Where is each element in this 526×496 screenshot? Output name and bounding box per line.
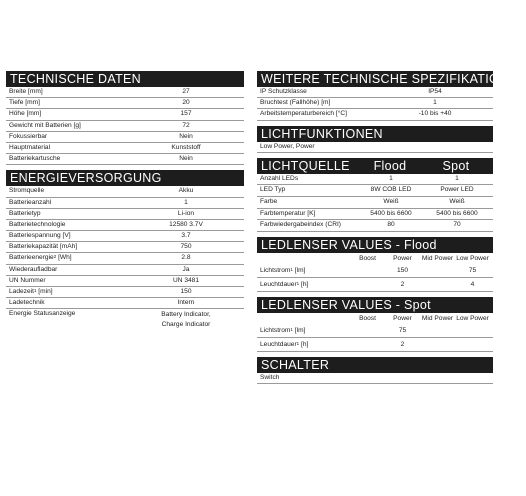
- row-label: Breite [mm]: [9, 88, 43, 95]
- row-value: -10 bis +40: [418, 110, 452, 118]
- mid-power-value: [420, 278, 455, 291]
- row-value: 1: [433, 99, 437, 107]
- row-value: UN 3481: [172, 276, 200, 284]
- row-value: Li-ion: [177, 209, 195, 217]
- low-power-value: 4: [470, 280, 475, 288]
- row-label: Ladetechnik: [9, 299, 45, 307]
- row-value: Nein: [179, 155, 193, 163]
- row-label: [260, 338, 350, 351]
- label-text: Ladezeit: [9, 288, 34, 295]
- section-values-spot: [257, 297, 493, 352]
- boost-value: [350, 338, 385, 351]
- flood-value: Weiß: [383, 197, 399, 205]
- section-header: [257, 357, 493, 373]
- column-header-low-power: Low Power: [456, 314, 489, 322]
- footnote-marker: 1: [290, 326, 293, 332]
- footnote-marker: 1: [290, 266, 293, 272]
- table-row: [6, 265, 244, 276]
- label-unit: [lm]: [292, 326, 306, 334]
- label-text: Leuchtdauer: [260, 340, 297, 348]
- row-value: 2.8: [181, 254, 191, 262]
- table-row: [6, 253, 244, 264]
- low-power-value: 75: [468, 266, 477, 274]
- table-row: [257, 324, 493, 338]
- row-label: [9, 287, 131, 297]
- boost-value: [350, 264, 385, 277]
- flood-value: 8W COB LED: [370, 186, 412, 194]
- mid-power-value: [420, 264, 455, 277]
- column-header-boost: Boost: [359, 254, 376, 262]
- section-technische-daten: [6, 71, 244, 165]
- spot-value: 5400 bis 6600: [436, 209, 478, 217]
- row-label: Batterieanzahl: [9, 198, 52, 206]
- table-row: [6, 198, 244, 209]
- row-label: [260, 278, 350, 291]
- section-header: [257, 71, 526, 87]
- table-row: [257, 98, 493, 109]
- table-row: [257, 264, 493, 278]
- power-value: 150: [396, 266, 408, 274]
- section-title: TECHNISCHE DATEN: [10, 72, 141, 86]
- section-header: [257, 237, 493, 253]
- table-row: [257, 185, 493, 197]
- section-header: [257, 297, 493, 313]
- section-weitere-spezifikationen: [257, 71, 526, 121]
- flood-value: 80: [387, 221, 395, 229]
- flood-value: 1: [389, 174, 393, 182]
- spot-value: Weiß: [449, 197, 465, 205]
- row-value: Intern: [177, 299, 195, 307]
- table-row: [6, 242, 244, 253]
- row-label: Bruchtest (Fallhöhe) [m]: [260, 99, 331, 107]
- table-row: [6, 209, 244, 220]
- section-header: [6, 71, 244, 87]
- row-label: Batteriekartusche: [9, 155, 61, 163]
- label-unit: [lm]: [292, 266, 306, 274]
- left-column: [6, 71, 244, 335]
- row-label: UN Nummer: [9, 276, 46, 284]
- section-energieversorgung: [6, 170, 244, 330]
- table-row: [257, 220, 493, 232]
- row-value: 150: [180, 288, 192, 295]
- row-label: IP Schutzklasse: [260, 88, 307, 95]
- table-row: [257, 197, 493, 209]
- section-header: [6, 170, 244, 186]
- table-row: [6, 132, 244, 143]
- row-value: 750: [180, 243, 192, 251]
- table-row: [6, 309, 244, 330]
- footnote-marker: 1: [296, 280, 300, 286]
- section-schalter: [257, 357, 493, 384]
- low-power-value: [455, 324, 490, 337]
- row-value: 3.7: [181, 232, 191, 240]
- table-row: [257, 278, 493, 292]
- label-unit: [h]: [299, 280, 309, 288]
- row-value: 20: [182, 99, 190, 107]
- row-label: Arbeitstemperaturbereich [°C]: [260, 110, 347, 118]
- boost-value: [350, 278, 385, 291]
- column-header-mid-power: Mid Power: [421, 314, 454, 322]
- row-value: 157: [180, 110, 192, 118]
- section-title: WEITERE TECHNISCHE SPEZIFIKATIONEN: [261, 72, 526, 86]
- row-label: Batterietyp: [9, 209, 41, 217]
- column-header-power: Power: [393, 254, 412, 262]
- value-line: Charge Indicator: [161, 321, 211, 329]
- row-label: Farbtemperatur [K]: [260, 209, 316, 217]
- table-row: [6, 154, 244, 165]
- row-label: Energie Statusanzeige: [9, 310, 76, 318]
- label-text: Leuchtdauer: [260, 280, 297, 288]
- section-title: LEDLENSER VALUES - Flood: [261, 237, 437, 252]
- table-row: [6, 186, 244, 197]
- row-label: Gewicht mit Batterien [g]: [9, 121, 81, 129]
- mid-power-value: [420, 324, 455, 337]
- row-label: Tiefe [mm]: [9, 99, 40, 107]
- table-row: [6, 298, 244, 309]
- column-header-row: [257, 313, 493, 324]
- table-row: [6, 287, 244, 298]
- row-value: 12580 3.7V: [169, 220, 203, 228]
- column-header-power: Power: [393, 314, 412, 322]
- column-header-boost: Boost: [359, 314, 376, 322]
- row-value: Akku: [178, 187, 194, 195]
- table-row: [6, 220, 244, 231]
- column-header-low-power: Low Power: [456, 254, 489, 262]
- table-row: [6, 98, 244, 109]
- section-lichtquelle: [257, 158, 493, 232]
- label-text: Lichtstrom: [260, 326, 291, 334]
- section-title: LICHTQUELLE: [261, 158, 350, 173]
- row-label: Wiederaufladbar: [9, 265, 58, 273]
- column-header-mid-power: Mid Power: [421, 254, 454, 262]
- footnote-marker: 2: [53, 254, 57, 260]
- row-label: [9, 253, 131, 263]
- row-label: Batteriekapazität [mAh]: [9, 243, 78, 251]
- row-label: Höhe [mm]: [9, 110, 42, 118]
- row-label: Anzahl LEDs: [260, 174, 299, 182]
- row-label: LED Typ: [260, 186, 286, 194]
- footnote-marker: 1: [296, 340, 300, 346]
- row-label: Farbwiedergabeindex (CRI): [260, 221, 341, 229]
- section-title: LEDLENSER VALUES - Spot: [261, 297, 431, 312]
- column-header-spot: Spot: [442, 158, 470, 173]
- table-row: [257, 338, 493, 352]
- flood-value: 5400 bis 6600: [370, 209, 412, 217]
- row-value: 27: [182, 88, 190, 95]
- table-row: [6, 231, 244, 242]
- row-value: Nein: [179, 132, 193, 140]
- table-row: [6, 109, 244, 120]
- table-row: [257, 209, 493, 221]
- table-row: [257, 174, 493, 186]
- spot-value: Power LED: [440, 186, 474, 194]
- power-value: 2: [400, 280, 405, 288]
- value-line: Battery Indicator,: [161, 311, 211, 319]
- row-value: [131, 309, 241, 330]
- row-value: Ja: [182, 265, 190, 273]
- row-label: Hauptmaterial: [9, 143, 51, 151]
- table-row: [6, 87, 244, 98]
- table-row: [6, 143, 244, 154]
- power-value: 75: [398, 326, 407, 334]
- section-header: [257, 126, 493, 142]
- row-label: Fokussierbar: [9, 132, 48, 140]
- row-label: Batteriespannung [V]: [9, 232, 71, 240]
- section-title: ENERGIEVERSORGUNG: [10, 171, 162, 186]
- table-row: [257, 87, 493, 98]
- section-header: [257, 158, 493, 174]
- section-title: SCHALTER: [261, 357, 330, 372]
- section-title: LICHTFUNKTIONEN: [261, 126, 383, 141]
- spot-value: 70: [453, 221, 461, 229]
- label-unit: [Wh]: [56, 254, 72, 262]
- mid-power-value: [420, 338, 455, 351]
- boost-value: [350, 324, 385, 337]
- row-label: Stromquelle: [9, 187, 45, 195]
- spot-value: 1: [455, 174, 459, 182]
- row-value: IP54: [428, 88, 442, 95]
- row-label: Batterietechnologie: [9, 220, 66, 228]
- row-value: 72: [182, 121, 190, 129]
- row-label: [260, 264, 350, 277]
- power-value: 2: [400, 340, 405, 348]
- table-row: [6, 121, 244, 132]
- label-text: Lichtstrom: [260, 266, 291, 274]
- label-unit: [min]: [36, 288, 53, 295]
- schalter-text: Switch: [257, 373, 493, 384]
- footnote-marker: 1: [33, 288, 37, 293]
- section-values-flood: [257, 237, 493, 292]
- row-value: Kunststoff: [171, 143, 201, 151]
- table-row: [257, 109, 493, 120]
- row-label: [260, 324, 350, 337]
- row-label: Farbe: [260, 197, 278, 205]
- section-lichtfunktionen: [257, 126, 493, 153]
- table-row: [6, 276, 244, 287]
- column-header-row: [257, 253, 493, 264]
- row-value: 1: [184, 198, 188, 206]
- label-text: Batterieenergie: [9, 254, 54, 262]
- label-unit: [h]: [299, 340, 309, 348]
- lichtfunktionen-text: Low Power, Power: [257, 142, 493, 153]
- low-power-value: [455, 338, 490, 351]
- right-column: [257, 71, 526, 389]
- column-header-flood: Flood: [373, 158, 407, 173]
